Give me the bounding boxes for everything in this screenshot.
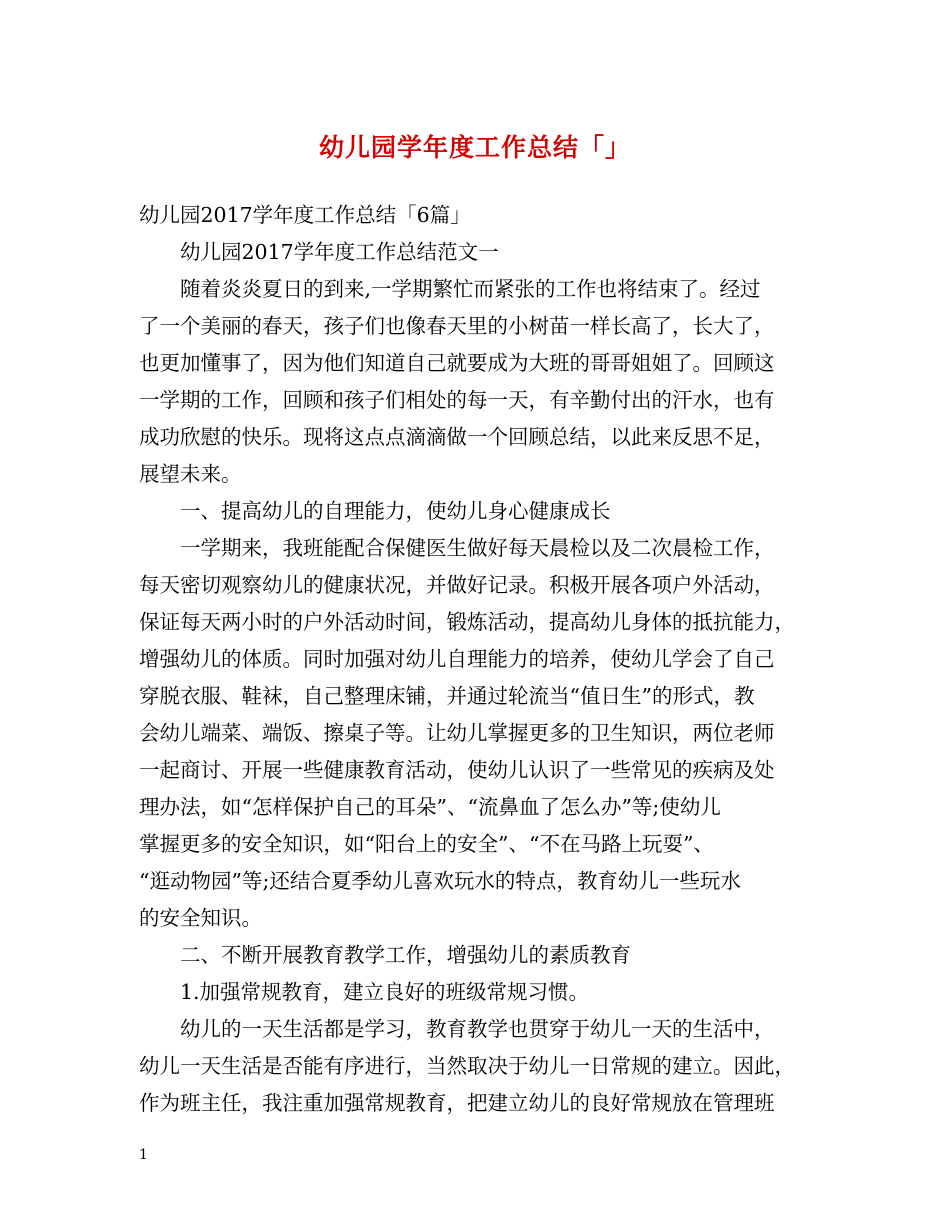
- body-line: 幼儿园2017学年度工作总结「6篇」: [139, 203, 471, 227]
- body-line: 二、不断开展教育教学工作，增强幼儿的素质教育: [180, 943, 631, 967]
- document-title: 幼儿园学年度工作总结「」: [318, 133, 631, 162]
- document-body: [139, 197, 829, 1122]
- body-line: 展望未来。: [139, 462, 242, 486]
- body-line: 幼儿园2017学年度工作总结范文一: [180, 240, 499, 264]
- body-line: 幼儿一天生活是否能有序进行，当然取决于幼儿一日常规的建立。因此，: [139, 1054, 795, 1078]
- body-line: 随着炎炎夏日的到来,一学期繁忙而紧张的工作也将结束了。经过: [180, 277, 761, 301]
- body-line: “逛动物园”等;还结合夏季幼儿喜欢玩水的特点，教育幼儿一些玩水: [139, 869, 741, 893]
- body-line: 增强幼儿的体质。同时加强对幼儿自理能力的培养，使幼儿学会了自己: [139, 647, 775, 671]
- body-line: 一学期来，我班能配合保健医生做好每天晨检以及二次晨检工作，: [180, 536, 775, 560]
- body-line: 的安全知识。: [139, 906, 262, 930]
- body-line: 每天密切观察幼儿的健康状况，并做好记录。积极开展各项户外活动，: [139, 573, 775, 597]
- body-line: 也更加懂事了，因为他们知道自己就要成为大班的哥哥姐姐了。回顾这: [139, 351, 775, 375]
- body-line: 1.加强常规教育，建立良好的班级常规习惯。: [180, 980, 590, 1004]
- body-line: 了一个美丽的春天，孩子们也像春天里的小树苗一样长高了，长大了，: [139, 314, 775, 338]
- body-line: 成功欣慰的快乐。现将这点点滴滴做一个回顾总结，以此来反思不足，: [139, 425, 775, 449]
- body-line: 会幼儿端菜、端饭、擦桌子等。让幼儿掌握更多的卫生知识，两位老师: [139, 721, 775, 745]
- body-line: 一、提高幼儿的自理能力，使幼儿身心健康成长: [180, 499, 611, 523]
- page-number: 1: [139, 1147, 148, 1163]
- body-line: 保证每天两小时的户外活动时间，锻炼活动，提高幼儿身体的抵抗能力，: [139, 610, 795, 634]
- body-line: 一学期的工作，回顾和孩子们相处的每一天，有辛勤付出的汗水，也有: [139, 388, 775, 412]
- body-line: 作为班主任，我注重加强常规教育，把建立幼儿的良好常规放在管理班: [139, 1091, 775, 1115]
- body-line: 幼儿的一天生活都是学习，教育教学也贯穿于幼儿一天的生活中，: [180, 1017, 775, 1041]
- body-line: 一起商讨、开展一些健康教育活动，使幼儿认识了一些常见的疾病及处: [139, 758, 775, 782]
- body-line: 掌握更多的安全知识，如“阳台上的安全”、“不在马路上玩耍”、: [139, 832, 714, 856]
- body-line: 穿脱衣服、鞋袜，自己整理床铺，并通过轮流当“值日生”的形式，教: [139, 684, 755, 708]
- body-line: 理办法，如“怎样保护自己的耳朵”、“流鼻血了怎么办”等;使幼儿: [139, 795, 721, 819]
